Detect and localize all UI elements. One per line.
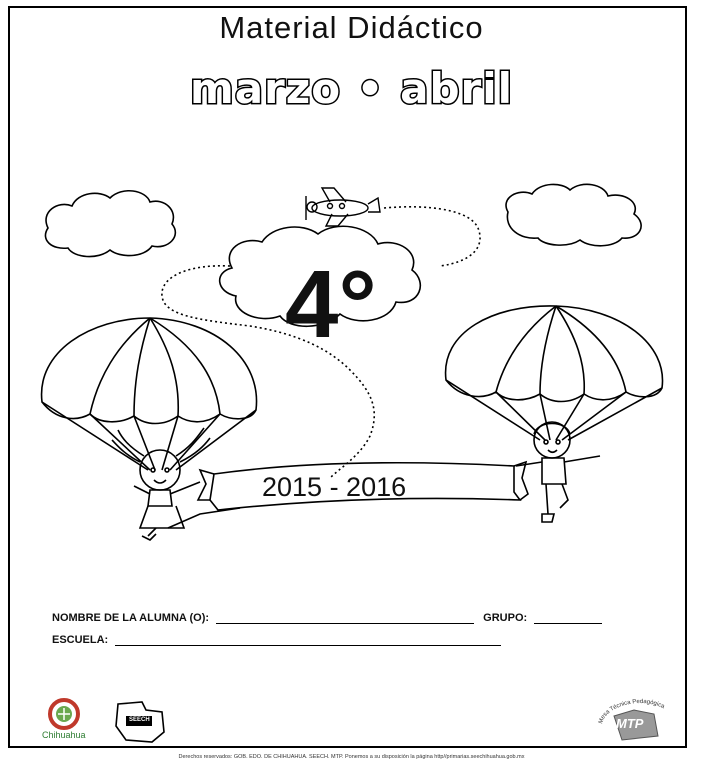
name-label: NOMBRE DE LA ALUMNA (O): [52, 612, 210, 624]
name-field[interactable] [216, 613, 474, 624]
school-field[interactable] [115, 635, 501, 646]
school-label: ESCUELA: [52, 634, 109, 646]
mtp-logo-text: MTP [616, 716, 644, 731]
school-row [52, 634, 501, 646]
name-row [52, 612, 602, 624]
months-subtitle: marzo • abril [189, 64, 514, 113]
footer-text: Derechos reservados: GOB. EDO. DE CHIHUAHUA. SEECH. MTP. Ponemos a su disposición la página http//primarias.seechihuahua.gob.mx [178, 754, 525, 760]
parachute-left [42, 318, 257, 470]
dotted-path-plane [384, 207, 480, 266]
mtp-arc-text: Mesa Técnica Pedagógica [598, 698, 666, 725]
group-field[interactable] [534, 613, 602, 624]
school-year: 2015 - 2016 [262, 472, 407, 502]
chihuahua-logo-text: Chihuahua [42, 730, 86, 740]
airplane [306, 188, 380, 226]
seech-logo-text: SEECH [129, 717, 150, 723]
cloud-left [45, 191, 175, 257]
cloud-right [506, 184, 641, 245]
girl-figure [112, 428, 240, 540]
parachute-right [446, 306, 663, 440]
page-title: Material Didáctico [219, 10, 484, 45]
group-label: GRUPO: [483, 612, 528, 624]
grade-label: 4° [285, 251, 377, 358]
